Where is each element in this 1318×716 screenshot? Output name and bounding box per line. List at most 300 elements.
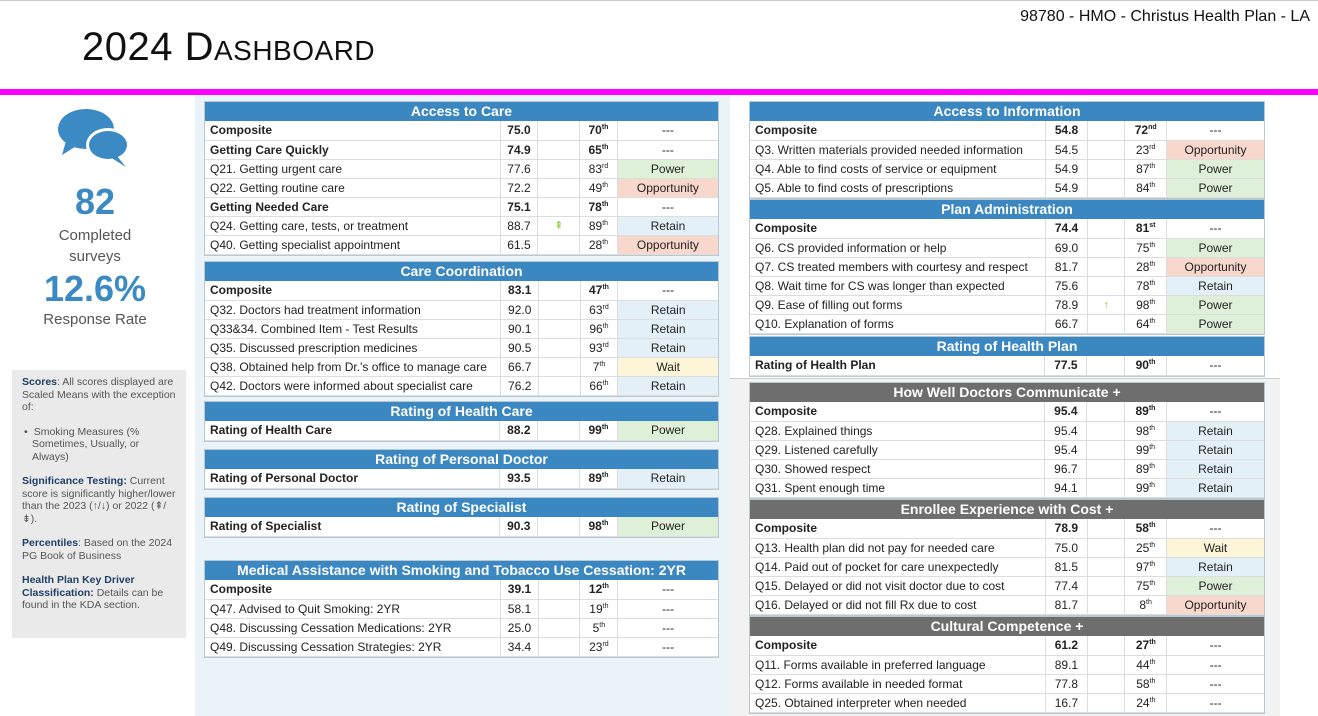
key-driver-badge: Wait <box>1166 538 1264 557</box>
percentile-value <box>580 469 618 488</box>
score-value: 74.4 <box>1046 219 1088 238</box>
significance-arrow <box>538 121 580 140</box>
item-label: Q11. Forms available in preferred language <box>750 655 1045 674</box>
item-label: Q24. Getting care, tests, or treatment <box>205 216 500 235</box>
note-scores-title: Scores <box>22 376 58 388</box>
significance-arrow <box>538 197 580 216</box>
key-driver-badge: --- <box>618 618 718 637</box>
significance-arrow <box>1087 440 1125 459</box>
percentile-suffix: th <box>601 200 609 208</box>
percentile-number: 44 <box>1136 657 1150 672</box>
table-row <box>750 140 1264 159</box>
percentile-value <box>1125 595 1167 614</box>
score-value: 76.2 <box>501 376 539 395</box>
percentile-suffix: th <box>1149 298 1156 306</box>
section-title: Access to Information <box>750 102 1264 121</box>
percentile-number: 99 <box>1135 480 1150 495</box>
item-label: Q16. Delayed or did not fill Rx due to cost <box>750 595 1045 614</box>
score-value: 81.7 <box>1046 257 1088 276</box>
key-driver-badge: Retain <box>617 216 718 235</box>
percentile-suffix: th <box>602 322 609 330</box>
table-row <box>750 356 1264 375</box>
item-label: Composite <box>750 636 1045 655</box>
percentile-number: 64 <box>1136 316 1150 331</box>
percentile-number: 83 <box>588 161 602 176</box>
key-driver-badge: Wait <box>618 357 718 376</box>
score-value: 90.3 <box>500 517 538 536</box>
percentile-value <box>580 281 618 300</box>
key-driver-badge: Retain <box>618 319 718 338</box>
percentile-suffix: th <box>1149 424 1156 432</box>
significance-arrow <box>538 235 580 254</box>
score-value: 77.8 <box>1045 674 1087 693</box>
response-rate: 12.6% <box>43 268 147 309</box>
percentile-suffix: st <box>1149 222 1156 230</box>
percentile-value <box>1125 440 1167 459</box>
percentile-value <box>580 319 618 338</box>
item-label: Composite <box>205 580 501 599</box>
percentile-suffix: th <box>602 238 609 246</box>
section-title: Plan Administration <box>750 200 1264 219</box>
key-driver-badge: Retain <box>618 300 718 319</box>
table-row <box>750 519 1264 538</box>
item-label: Q7. CS treated members with courtesy and respect <box>750 257 1046 276</box>
key-driver-badge: Power <box>617 517 718 536</box>
percentile-suffix: th <box>1149 241 1156 249</box>
percentile-number: 58 <box>1136 676 1150 691</box>
percentile-suffix: th <box>1149 260 1156 268</box>
percentile-number: 99 <box>588 423 602 438</box>
percentile-value <box>580 357 618 376</box>
percentile-value <box>1125 140 1167 159</box>
section-1 <box>204 261 719 397</box>
significance-arrow <box>538 599 580 618</box>
percentile-value <box>1125 257 1167 276</box>
significance-arrow <box>1087 276 1124 295</box>
section-3 <box>204 449 719 490</box>
percentile-number: 89 <box>1135 404 1149 419</box>
significance-arrow <box>1087 693 1125 712</box>
significance-arrow <box>1087 674 1125 693</box>
significance-arrow <box>538 637 580 656</box>
significance-arrow <box>1087 314 1124 333</box>
table-row <box>205 235 718 254</box>
percentile-value <box>1125 655 1167 674</box>
percentile-value <box>1125 674 1167 693</box>
score-value: 95.4 <box>1045 402 1087 421</box>
score-value: 74.9 <box>500 140 538 159</box>
key-driver-badge: Retain <box>617 469 718 488</box>
significance-arrow <box>539 338 580 357</box>
key-driver-badge: Power <box>617 421 718 440</box>
percentile-value <box>1125 121 1167 140</box>
percentile-value <box>580 580 618 599</box>
significance-arrow <box>1087 121 1124 140</box>
score-value: 83.1 <box>501 281 539 300</box>
significance-arrow <box>1087 636 1125 655</box>
score-value: 94.1 <box>1045 478 1087 497</box>
score-value: 77.4 <box>1045 576 1087 595</box>
item-label: Rating of Specialist <box>205 517 500 536</box>
score-value: 39.1 <box>501 580 539 599</box>
percentile-value <box>580 197 618 216</box>
section-9 <box>749 382 1265 499</box>
chat-bubbles-icon <box>56 107 132 169</box>
note-kd-text: Details can be found in the KDA section. <box>22 586 164 611</box>
item-label: Q22. Getting routine care <box>205 178 500 197</box>
percentile-suffix: th <box>1149 658 1156 666</box>
score-value: 90.1 <box>501 319 539 338</box>
table-row <box>205 599 718 618</box>
percentile-number: 8 <box>1139 597 1146 612</box>
significance-arrow <box>1087 140 1124 159</box>
percentile-suffix: th <box>602 181 609 189</box>
item-label: Getting Needed Care <box>205 197 500 216</box>
key-driver-badge: Retain <box>1166 459 1264 478</box>
significance-arrow <box>1087 595 1125 614</box>
item-label: Composite <box>205 281 501 300</box>
percentile-suffix: th <box>1149 162 1156 170</box>
significance-arrow <box>538 159 580 178</box>
item-label: Q14. Paid out of pocket for care unexpectedly <box>750 557 1045 576</box>
table-row <box>205 319 718 338</box>
percentile-value <box>1125 636 1167 655</box>
significance-arrow <box>1087 519 1125 538</box>
percentile-suffix: rd <box>1149 143 1156 151</box>
significance-arrow <box>1087 576 1125 595</box>
significance-arrow <box>1087 421 1125 440</box>
percentile-suffix: th <box>1149 481 1156 489</box>
key-driver-badge: Retain <box>1166 421 1264 440</box>
percentile-number: 27 <box>1135 638 1150 653</box>
percentile-number: 65 <box>588 142 602 157</box>
key-driver-badge: --- <box>617 121 718 140</box>
score-value: 54.8 <box>1046 121 1088 140</box>
percentile-suffix: th <box>1148 359 1156 367</box>
score-value: 88.7 <box>500 216 538 235</box>
item-label: Rating of Health Care <box>205 421 500 440</box>
key-driver-badge: Power <box>1167 314 1264 333</box>
percentile-value <box>1125 219 1167 238</box>
significance-arrow: ⇞ <box>538 216 580 235</box>
item-label: Q12. Forms available in needed format <box>750 674 1045 693</box>
dashboard-header <box>0 0 1318 92</box>
percentile-value <box>1125 356 1167 375</box>
section-6 <box>749 101 1265 199</box>
key-driver-badge: Opportunity <box>1167 257 1264 276</box>
item-label: Composite <box>750 121 1046 140</box>
score-value: 75.1 <box>500 197 538 216</box>
section-0 <box>204 101 719 256</box>
table-row <box>750 276 1264 295</box>
item-label: Q6. CS provided information or help <box>750 238 1046 257</box>
key-driver-badge: --- <box>1167 655 1264 674</box>
significance-arrow <box>1087 557 1125 576</box>
item-label: Q30. Showed respect <box>750 459 1045 478</box>
percentile-suffix: th <box>1149 541 1156 549</box>
score-value: 89.1 <box>1045 655 1087 674</box>
key-driver-badge: Power <box>1167 178 1264 197</box>
percentile-number: 19 <box>589 601 603 616</box>
significance-arrow <box>539 357 580 376</box>
table-row <box>750 295 1264 314</box>
table-row <box>750 402 1264 421</box>
table-row <box>750 674 1264 693</box>
item-label: Q13. Health plan did not pay for needed care <box>750 538 1045 557</box>
completed-label: Completed surveys <box>58 227 132 265</box>
table-row <box>750 595 1264 614</box>
percentile-value <box>580 140 618 159</box>
percentile-suffix: th <box>1149 317 1156 325</box>
table-row <box>205 637 718 656</box>
item-label: Rating of Personal Doctor <box>205 469 500 488</box>
percentile-number: 47 <box>588 283 603 298</box>
key-driver-badge: --- <box>1167 674 1264 693</box>
significance-arrow <box>539 376 580 395</box>
note-pct-text: : Based on the 2024 PG Book of Business <box>22 537 173 562</box>
significance-arrow <box>1087 178 1124 197</box>
percentile-value <box>1125 276 1167 295</box>
percentile-value <box>1125 159 1167 178</box>
percentile-value <box>1125 538 1167 557</box>
section-4 <box>204 497 719 538</box>
section-title: Care Coordination <box>205 262 718 281</box>
percentile-number: 28 <box>588 237 603 252</box>
percentile-value <box>580 376 618 395</box>
score-value: 88.2 <box>500 421 538 440</box>
section-2 <box>204 401 719 442</box>
significance-arrow <box>1087 459 1125 478</box>
summary-panel <box>0 95 195 716</box>
score-value: 77.6 <box>500 159 538 178</box>
percentile-value <box>1125 459 1167 478</box>
percentile-suffix: th <box>1149 639 1156 647</box>
percentile-value <box>580 637 618 656</box>
percentile-number: 98 <box>588 519 602 534</box>
percentile-value <box>580 599 618 618</box>
score-value: 95.4 <box>1045 440 1087 459</box>
key-driver-badge: --- <box>1167 636 1264 655</box>
score-value: 75.6 <box>1046 276 1088 295</box>
table-row <box>750 159 1264 178</box>
percentile-number: 72 <box>1134 123 1149 138</box>
score-value: 54.9 <box>1046 178 1088 197</box>
percentile-suffix: rd <box>602 341 609 349</box>
section-10 <box>749 499 1265 616</box>
item-label: Q9. Ease of filling out forms <box>750 295 1046 314</box>
percentile-value <box>580 300 618 319</box>
percentile-value <box>580 517 618 536</box>
percentile-number: 28 <box>1136 259 1150 274</box>
key-driver-badge: --- <box>1167 693 1264 712</box>
item-label: Composite <box>205 121 500 140</box>
table-row <box>205 159 718 178</box>
percentile-suffix: rd <box>602 303 609 311</box>
item-label: Q31. Spent enough time <box>750 478 1045 497</box>
item-label: Composite <box>750 519 1045 538</box>
section-title: Medical Assistance with Smoking and Tobacco Use Cessation: 2YR <box>205 561 718 580</box>
percentile-value <box>1125 238 1167 257</box>
percentile-suffix: nd <box>1148 124 1157 132</box>
score-value: 54.5 <box>1046 140 1088 159</box>
table-row <box>205 121 718 140</box>
percentile-value <box>580 216 618 235</box>
item-label: Q5. Able to find costs of prescriptions <box>750 178 1046 197</box>
percentile-suffix: th <box>1149 677 1156 685</box>
item-label: Getting Care Quickly <box>205 140 500 159</box>
score-value: 61.2 <box>1045 636 1087 655</box>
significance-arrow <box>1087 159 1124 178</box>
score-value: 81.7 <box>1045 595 1087 614</box>
table-row <box>750 257 1264 276</box>
key-driver-badge: Power <box>617 159 718 178</box>
score-value: 96.7 <box>1045 459 1087 478</box>
response-rate-label: Response Rate <box>43 311 147 328</box>
key-driver-badge: --- <box>618 580 718 599</box>
score-value: 95.4 <box>1045 421 1087 440</box>
percentile-number: 89 <box>588 471 602 486</box>
key-driver-badge: --- <box>1167 121 1264 140</box>
table-row <box>205 140 718 159</box>
table-row <box>205 580 718 599</box>
significance-arrow <box>1087 402 1125 421</box>
item-label: Q49. Discussing Cessation Strategies: 2YR <box>205 637 501 656</box>
section-title: Rating of Health Care <box>205 402 718 421</box>
table-row <box>750 219 1264 238</box>
key-driver-badge: --- <box>1166 356 1264 375</box>
percentile-number: 84 <box>1136 180 1150 195</box>
percentile-number: 87 <box>1136 161 1150 176</box>
percentile-suffix: rd <box>602 162 609 170</box>
item-label: Q15. Delayed or did not visit doctor due to cost <box>750 576 1045 595</box>
table-row <box>205 357 718 376</box>
percentile-number: 23 <box>1135 142 1150 157</box>
significance-arrow: ↑ <box>1087 295 1124 314</box>
score-value: 78.9 <box>1045 519 1087 538</box>
percentile-number: 75 <box>1135 578 1150 593</box>
item-label: Q10. Explanation of forms <box>750 314 1046 333</box>
percentile-suffix: th <box>601 143 609 151</box>
percentile-number: 49 <box>588 180 603 195</box>
percentile-suffix: th <box>599 360 606 368</box>
table-row <box>750 178 1264 197</box>
section-title: Rating of Personal Doctor <box>205 450 718 469</box>
percentile-value <box>1125 178 1167 197</box>
key-driver-badge: Power <box>1167 238 1264 257</box>
table-row <box>750 314 1264 333</box>
percentile-suffix: th <box>601 472 609 480</box>
percentile-suffix: th <box>1149 279 1156 287</box>
percentile-number: 99 <box>1135 442 1150 457</box>
percentile-number: 12 <box>588 582 603 597</box>
significance-arrow <box>538 469 580 488</box>
significance-arrow <box>1087 257 1124 276</box>
percentile-suffix: th <box>1149 443 1156 451</box>
percentile-number: 7 <box>592 359 600 374</box>
significance-arrow <box>539 300 580 319</box>
percentile-number: 75 <box>1136 240 1150 255</box>
table-row <box>750 478 1264 497</box>
significance-arrow <box>1087 478 1125 497</box>
item-label: Q42. Doctors were informed about specialist care <box>205 376 501 395</box>
score-value: 72.2 <box>500 178 538 197</box>
table-row <box>205 376 718 395</box>
percentile-value <box>1125 576 1167 595</box>
percentile-number: 93 <box>589 340 603 355</box>
key-driver-badge: Power <box>1167 159 1264 178</box>
significance-arrow <box>538 618 580 637</box>
key-driver-badge: Opportunity <box>1167 140 1264 159</box>
key-driver-badge: Retain <box>618 376 718 395</box>
table-row <box>750 238 1264 257</box>
percentile-number: 98 <box>1136 297 1150 312</box>
score-value: 75.0 <box>1045 538 1087 557</box>
table-row <box>205 197 718 216</box>
percentile-suffix: th <box>602 379 609 387</box>
key-driver-badge: Retain <box>1166 557 1264 576</box>
significance-arrow <box>1087 655 1125 674</box>
item-label: Q4. Able to find costs of service or equipment <box>750 159 1046 178</box>
table-row <box>750 576 1264 595</box>
note-scores-text: : All scores displayed are Scaled Means with the exception of: <box>22 376 176 413</box>
significance-arrow <box>538 178 580 197</box>
key-driver-badge: Retain <box>618 338 718 357</box>
significance-arrow <box>1087 356 1125 375</box>
score-value: 34.4 <box>501 637 539 656</box>
significance-arrow <box>539 319 580 338</box>
score-value: 77.5 <box>1045 356 1087 375</box>
item-label: Q47. Advised to Quit Smoking: 2YR <box>205 599 501 618</box>
percentile-value <box>580 618 618 637</box>
percentile-suffix: th <box>601 124 609 132</box>
percentile-number: 97 <box>1135 559 1150 574</box>
item-label: Q48. Discussing Cessation Medications: 2YR <box>205 618 501 637</box>
key-driver-badge: --- <box>617 140 718 159</box>
item-label: Q8. Wait time for CS was longer than expected <box>750 276 1046 295</box>
page-title: 2024 Dashboard <box>82 25 376 69</box>
key-driver-badge: --- <box>1166 402 1264 421</box>
key-driver-badge: --- <box>1166 519 1264 538</box>
item-label: Q3. Written materials provided needed information <box>750 140 1046 159</box>
item-label: Composite <box>750 219 1046 238</box>
significance-arrow <box>538 580 580 599</box>
table-row <box>750 459 1264 478</box>
key-driver-badge: Retain <box>1166 440 1264 459</box>
table-row <box>205 216 718 235</box>
section-title: Cultural Competence + <box>750 617 1264 636</box>
percentile-suffix: th <box>1149 462 1156 470</box>
significance-arrow <box>1087 238 1124 257</box>
significance-arrow <box>539 281 580 300</box>
table-row <box>750 655 1264 674</box>
score-value: 75.0 <box>500 121 538 140</box>
table-row <box>205 300 718 319</box>
table-row <box>750 121 1264 140</box>
percentile-suffix: th <box>601 520 609 528</box>
table-row <box>750 421 1264 440</box>
percentile-suffix: th <box>1149 181 1156 189</box>
item-label: Q40. Getting specialist appointment <box>205 235 500 254</box>
score-value: 25.0 <box>501 618 539 637</box>
percentile-number: 96 <box>589 321 603 336</box>
section-5 <box>204 560 719 658</box>
percentile-suffix: th <box>602 583 609 591</box>
key-driver-badge: Opportunity <box>617 178 718 197</box>
significance-arrow <box>538 140 580 159</box>
section-title: Access to Care <box>205 102 718 121</box>
table-row <box>750 440 1264 459</box>
table-row <box>750 693 1264 712</box>
